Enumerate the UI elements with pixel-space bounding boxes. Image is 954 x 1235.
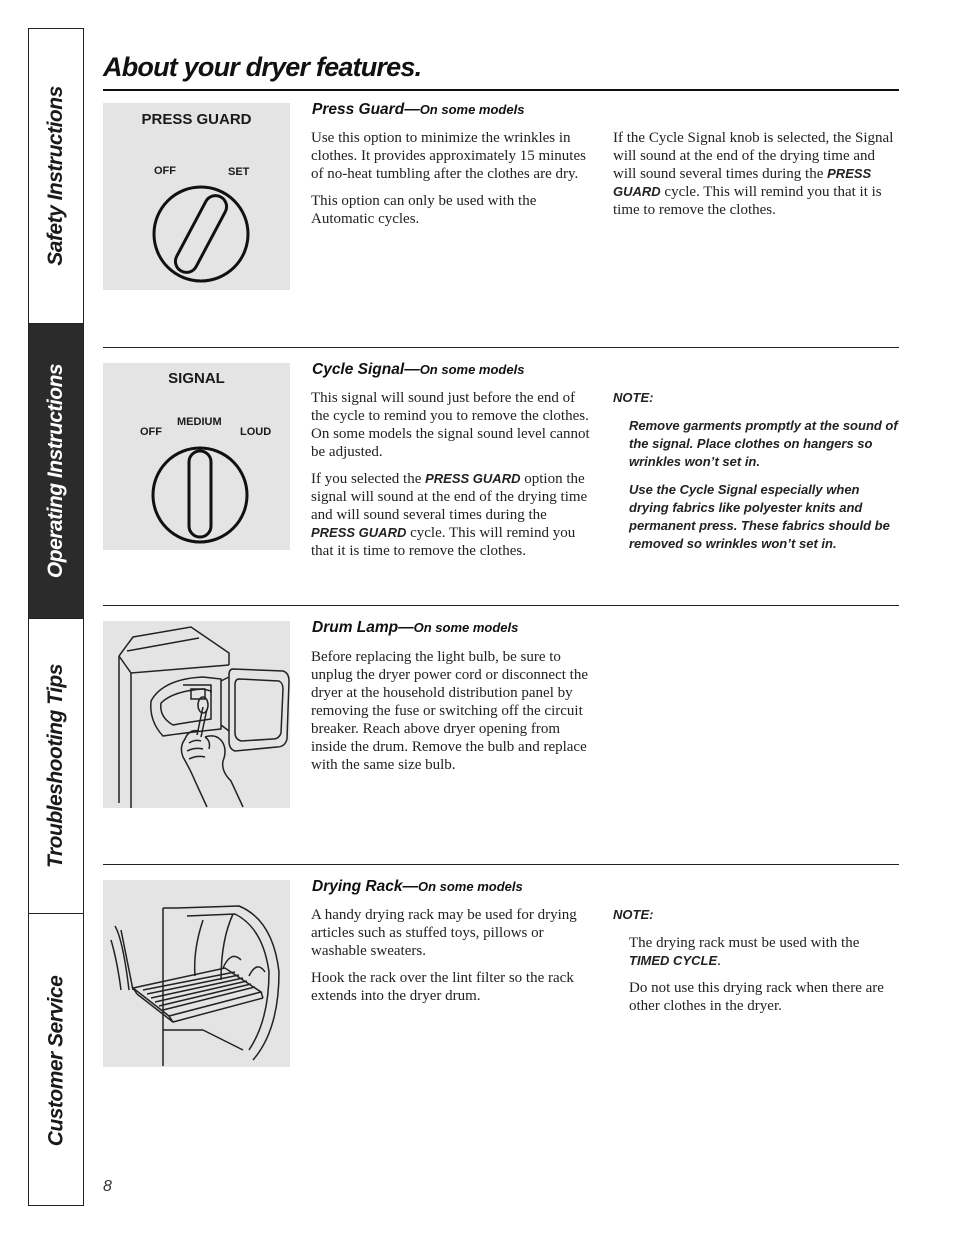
- text: If you selected the: [311, 471, 426, 487]
- drying-rack-illustration: [103, 880, 290, 1067]
- heading-dash: —: [402, 878, 418, 895]
- paragraph: [311, 470, 591, 560]
- paragraph: Use this option to minimize the wrinkles in clothes. It provides approximately 15 minutes of no-heat tumbling after the clothes are dry.: [311, 130, 586, 182]
- press-guard-right-text: [613, 129, 901, 228]
- emphasis: PRESS GUARD: [425, 471, 521, 486]
- press-guard-heading: [312, 101, 524, 119]
- knob-title: PRESS GUARD: [141, 111, 252, 128]
- note-item: Remove garments promptly at the sound of the signal. Place clothes on hangers so wrinkles won’t set in.: [629, 418, 898, 469]
- heading-dash: —: [398, 619, 414, 636]
- note-item: [613, 934, 901, 970]
- page-title: About your dryer features.: [103, 52, 422, 82]
- text: The drying rack must be used with the: [629, 935, 860, 951]
- paragraph: Hook the rack over the lint filter so the rack extends into the dryer drum.: [311, 970, 574, 1004]
- note-item: Do not use this drying rack when there are other clothes in the dryer.: [629, 980, 884, 1014]
- knob-medium-label: MEDIUM: [177, 416, 222, 428]
- heading-sub: On some models: [417, 879, 523, 894]
- drying-rack-icon: [103, 880, 290, 1067]
- section-divider: [103, 864, 899, 865]
- knob-title: SIGNAL: [168, 370, 225, 387]
- text: If the Cycle Signal knob is selected, the Signal will sound at the end of the drying time and will sound several times during the: [613, 130, 894, 182]
- cycle-signal-heading: [312, 361, 524, 379]
- tab-label: Operating Instructions: [44, 363, 67, 579]
- press-guard-knob-panel: [103, 103, 290, 290]
- knob-off-label: OFF: [154, 165, 176, 177]
- tab-customer-service[interactable]: [29, 914, 83, 1207]
- signal-knob-panel: [103, 363, 290, 550]
- tab-safety-instructions[interactable]: [29, 29, 83, 324]
- drum-lamp-illustration: [103, 621, 290, 808]
- press-guard-knob-icon: [103, 103, 290, 290]
- text: .: [717, 953, 721, 969]
- drying-rack-note: [613, 906, 901, 1024]
- text: cycle. This will remind you that it is time to remove the clothes.: [311, 525, 576, 559]
- tab-label: Safety Instructions: [44, 86, 68, 266]
- note-item: Use the Cycle Signal especially when drying fabrics like polyester knits and permanent press. These fabrics should be removed so wrinkles won’t set in.: [629, 482, 890, 551]
- knob-set-label: SET: [228, 166, 250, 178]
- heading-text: Drying Rack: [312, 878, 403, 895]
- emphasis: PRESS GUARD: [311, 525, 407, 540]
- heading-sub: On some models: [413, 620, 519, 635]
- drying-rack-body: [311, 906, 595, 1014]
- tab-troubleshooting-tips[interactable]: [29, 619, 83, 914]
- press-guard-body: [311, 129, 591, 237]
- emphasis: PRESS GUARD: [613, 166, 872, 199]
- drying-rack-heading: [312, 878, 523, 896]
- signal-knob-icon: [103, 363, 290, 550]
- cycle-signal-body: [311, 389, 591, 569]
- dryer-drum-lamp-icon: [103, 621, 290, 808]
- title-rule: [103, 89, 899, 91]
- paragraph: A handy drying rack may be used for drying articles such as stuffed toys, pillows or washable sweaters.: [311, 907, 577, 959]
- text: option the signal will sound at the end of the drying time and will sound several times during the: [311, 471, 588, 523]
- section-tabs: [28, 28, 84, 1206]
- heading-dash: —: [404, 101, 420, 118]
- page-number: 8: [103, 1178, 112, 1195]
- note-label: NOTE:: [613, 907, 654, 922]
- emphasis: TIMED CYCLE: [629, 953, 718, 968]
- drum-lamp-heading: [312, 619, 518, 637]
- knob-loud-label: LOUD: [240, 426, 272, 438]
- heading-dash: —: [404, 361, 420, 378]
- text: cycle. This will remind you that it is time to remove the clothes.: [613, 184, 882, 218]
- section-divider: [103, 347, 899, 348]
- tab-label: Troubleshooting Tips: [44, 664, 68, 868]
- cycle-signal-note: [613, 389, 901, 563]
- heading-text: Drum Lamp: [312, 619, 399, 636]
- paragraph: This option can only be used with the Automatic cycles.: [311, 193, 537, 227]
- section-divider: [103, 605, 899, 606]
- drum-lamp-body: [311, 648, 591, 783]
- heading-sub: On some models: [419, 102, 525, 117]
- paragraph: [613, 129, 901, 219]
- tab-operating-instructions[interactable]: [29, 324, 83, 619]
- note-label: NOTE:: [613, 390, 654, 405]
- heading-sub: On some models: [419, 362, 525, 377]
- paragraph: This signal will sound just before the end of the cycle to remind you to remove the clothes. On some models the signal sound level cannot be adjusted.: [311, 390, 590, 460]
- paragraph: Before replacing the light bulb, be sure to unplug the dryer power cord or disconnect the dryer at the household distribution panel by removing the fuse or switching off the circuit breaker. Reach above dryer opening from inside the drum. Remove the bulb and replace with the same size bulb.: [311, 649, 588, 773]
- heading-text: Cycle Signal: [312, 361, 405, 378]
- tab-label: Customer Service: [44, 975, 67, 1146]
- heading-text: Press Guard: [312, 101, 405, 118]
- knob-off-label: OFF: [140, 426, 162, 438]
